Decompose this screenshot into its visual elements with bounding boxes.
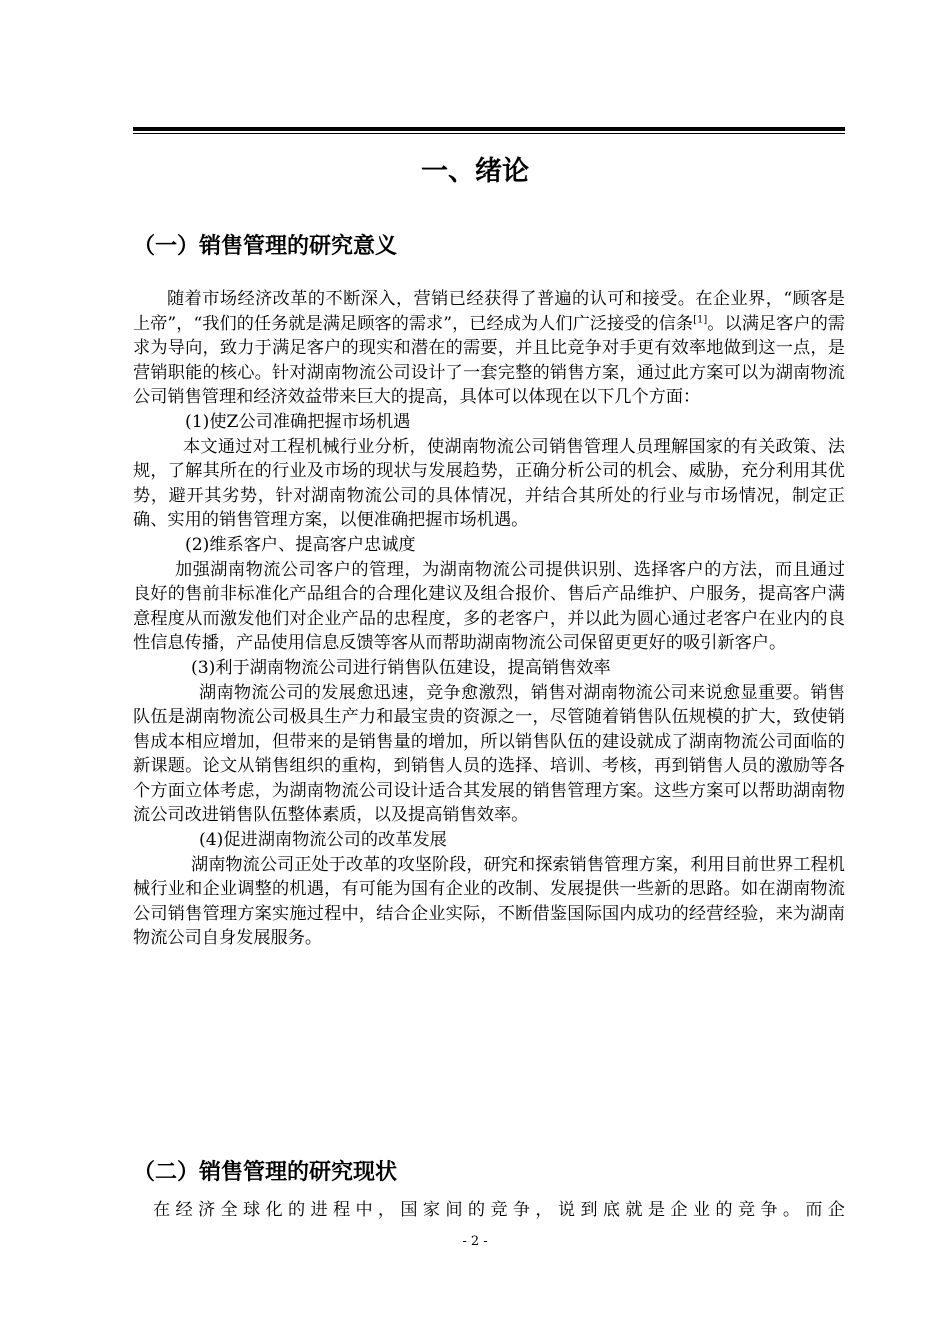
item3-title: (3)利于湖南物流公司进行销售队伍建设，提高销售效率: [191, 657, 611, 678]
section2-text: 在经济全球化的进程中，国家间的竞争，说到底就是企业的竞争。而企: [153, 1200, 845, 1220]
section1-body: [133, 287, 845, 951]
section-heading-research-significance: （一）销售管理的研究意义: [133, 234, 398, 259]
section-heading-research-status: （二）销售管理的研究现状: [133, 1160, 398, 1185]
item2-title: (2)维系客户、提高客户忠诚度: [185, 534, 416, 555]
intro-paragraph: [133, 287, 845, 410]
item1-text: 本文通过对工程机械行业分析，使湖南物流公司销售管理人员理解国家的有关政策、法规，了解其所在的行业及市场的现状与发展趋势，正确分析公司的机会、威胁，充分利用其优势，避开其劣势，针对湖南物流公司的具体情况，并结合其所处的行业与市场情况，制定正确、实用的销售管理方案，以便准确把握市场机遇。: [133, 436, 845, 531]
intro-text-b: 。以满足客户的需求为导向，致力于满足客户的现实和潜在的需要，并且比竞争对手更有效率地做到这一点，是营销职能的核心。针对湖南物流公司设计了一套完整的销售方案，通过此方案可以为湖南物流公司销售管理和经济效益带来巨大的提高，具体可以体现在以下几个方面：: [133, 313, 845, 408]
item1-title: (1)使Z公司准确把握市场机遇: [185, 411, 411, 432]
item4-title: (4)促进湖南物流公司的改革发展: [199, 830, 447, 851]
item4-text: 湖南物流公司正处于改革的攻坚阶段，研究和探索销售管理方案，利用目前世界工程机械行业和企业调整的机遇，有可能为国有企业的改制、发展提供一些新的思路。如在湖南物流公司销售管理方案实施过程中，结合企业实际，不断借鉴国际国内成功的经营经验，来为湖南物流公司自身发展服务。: [133, 854, 845, 949]
item3-text: 湖南物流公司的发展愈迅速，竞争愈激烈，销售对湖南物流公司来说愈显重要。销售队伍是湖南物流公司极具生产力和最宝贵的资源之一，尽管随着销售队伍规模的扩大，致使销售成本相应增加，但带来的是销售量的增加，所以销售队伍的建设就成了湖南物流公司面临的新课题。论文从销售组织的重构，到销售人员的选择、培训、考核，再到销售人员的激励等各个方面立体考虑，为湖南物流公司设计适合其发展的销售管理方案。这些方案可以帮助湖南物流公司改进销售队伍整体素质，以及提高销售效率。: [133, 682, 845, 826]
header-rule-thick: [133, 127, 845, 131]
intro-text-a: 随着市场经济改革的不断深入，营销已经获得了普遍的认可和接受。在企业界，“顾客是上帝”，“我们的任务就是满足顾客的需求”，已经成为人们广泛接受的信条: [133, 289, 845, 334]
chapter-title: 一、绪论: [421, 156, 529, 187]
header-rule-thin: [133, 133, 845, 134]
citation-ref: [1]: [693, 313, 708, 325]
page-number: - 2 -: [462, 1234, 488, 1249]
item2-text: 加强湖南物流公司客户的管理，为湖南物流公司提供识别、选择客户的方法，而且通过良好的售前非标准化产品组合的合理化建议及组合报价、售后产品维护、户服务，提高客户满意程度从而激发他们对企业产品的忠程度，多的老客户，并以此为圆心通过老客户在业内的良性信息传播，产品使用信息反馈等客从而帮助湖南物流公司保留更更好的吸引新客户。: [133, 559, 845, 654]
